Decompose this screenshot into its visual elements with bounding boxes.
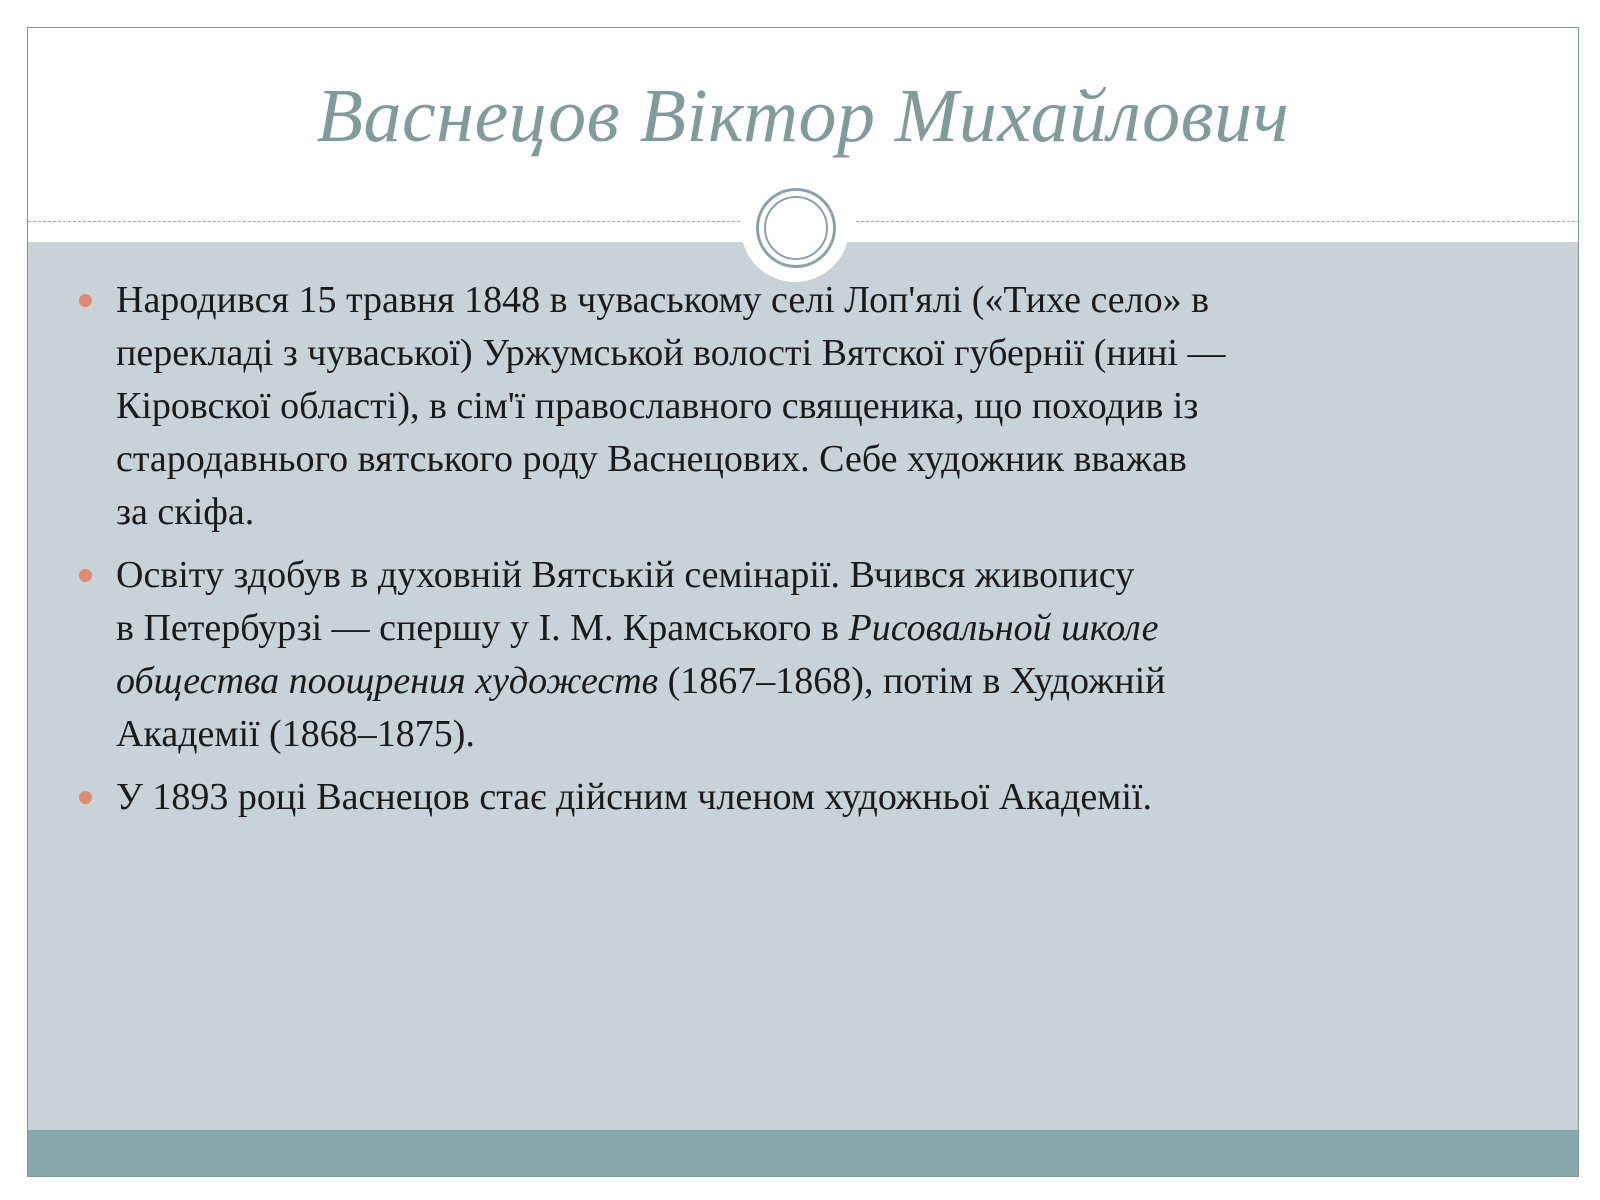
bullet-text-line: У 1893 році Васнецов стає дійсним членом художньої Академії. [116,776,1152,818]
bullet-text-line: Освіту здобув в духовній Вятській семінарії. Вчився живопису [116,554,1135,596]
bullet-dot-icon [79,791,92,804]
bullet-item-education [72,549,1422,761]
bullet-dot-icon [79,569,92,582]
bullet-text-segment: в Петербурзі — спершу у І. М. Крамського в [116,607,849,649]
slide [27,27,1579,1177]
bullet-text-italic: Рисовальной школе [848,607,1159,649]
bullet-text-line: Академії (1868–1875). [116,713,475,755]
bullet-text-line [116,602,1422,655]
bullet-text-line: стародавнього вятського роду Васнецових. Себе художник вважав [116,438,1187,480]
slide-title: Васнецов Віктор Михайлович [316,74,1290,158]
bullet-text-line [116,655,1422,708]
circle-ornament-inner-icon [764,196,828,260]
bullet-item-birth [72,274,1422,539]
dashed-divider-left [28,221,745,222]
footer-bar [28,1130,1578,1177]
bullet-text-line: перекладі з чуваської) Уржумськой волості Вятскої губернії (нині — [116,332,1226,374]
dashed-divider-right [856,221,1579,222]
bullet-text-segment: (1867–1868), потім в Художній [658,660,1166,702]
bullet-text-line: Кіровскої області), в сім'ї православного священика, що походив із [116,385,1199,427]
bullet-list [72,274,1422,834]
bullet-text-line: Народився 15 травня 1848 в чуваському селі Лоп'ялі («Тихе село» в [116,279,1210,321]
bullet-dot-icon [79,294,92,307]
bullet-text-line: за скіфа. [116,491,255,533]
bullet-item-academy [72,771,1422,824]
bullet-text-italic: общества поощрения художеств [116,660,659,702]
